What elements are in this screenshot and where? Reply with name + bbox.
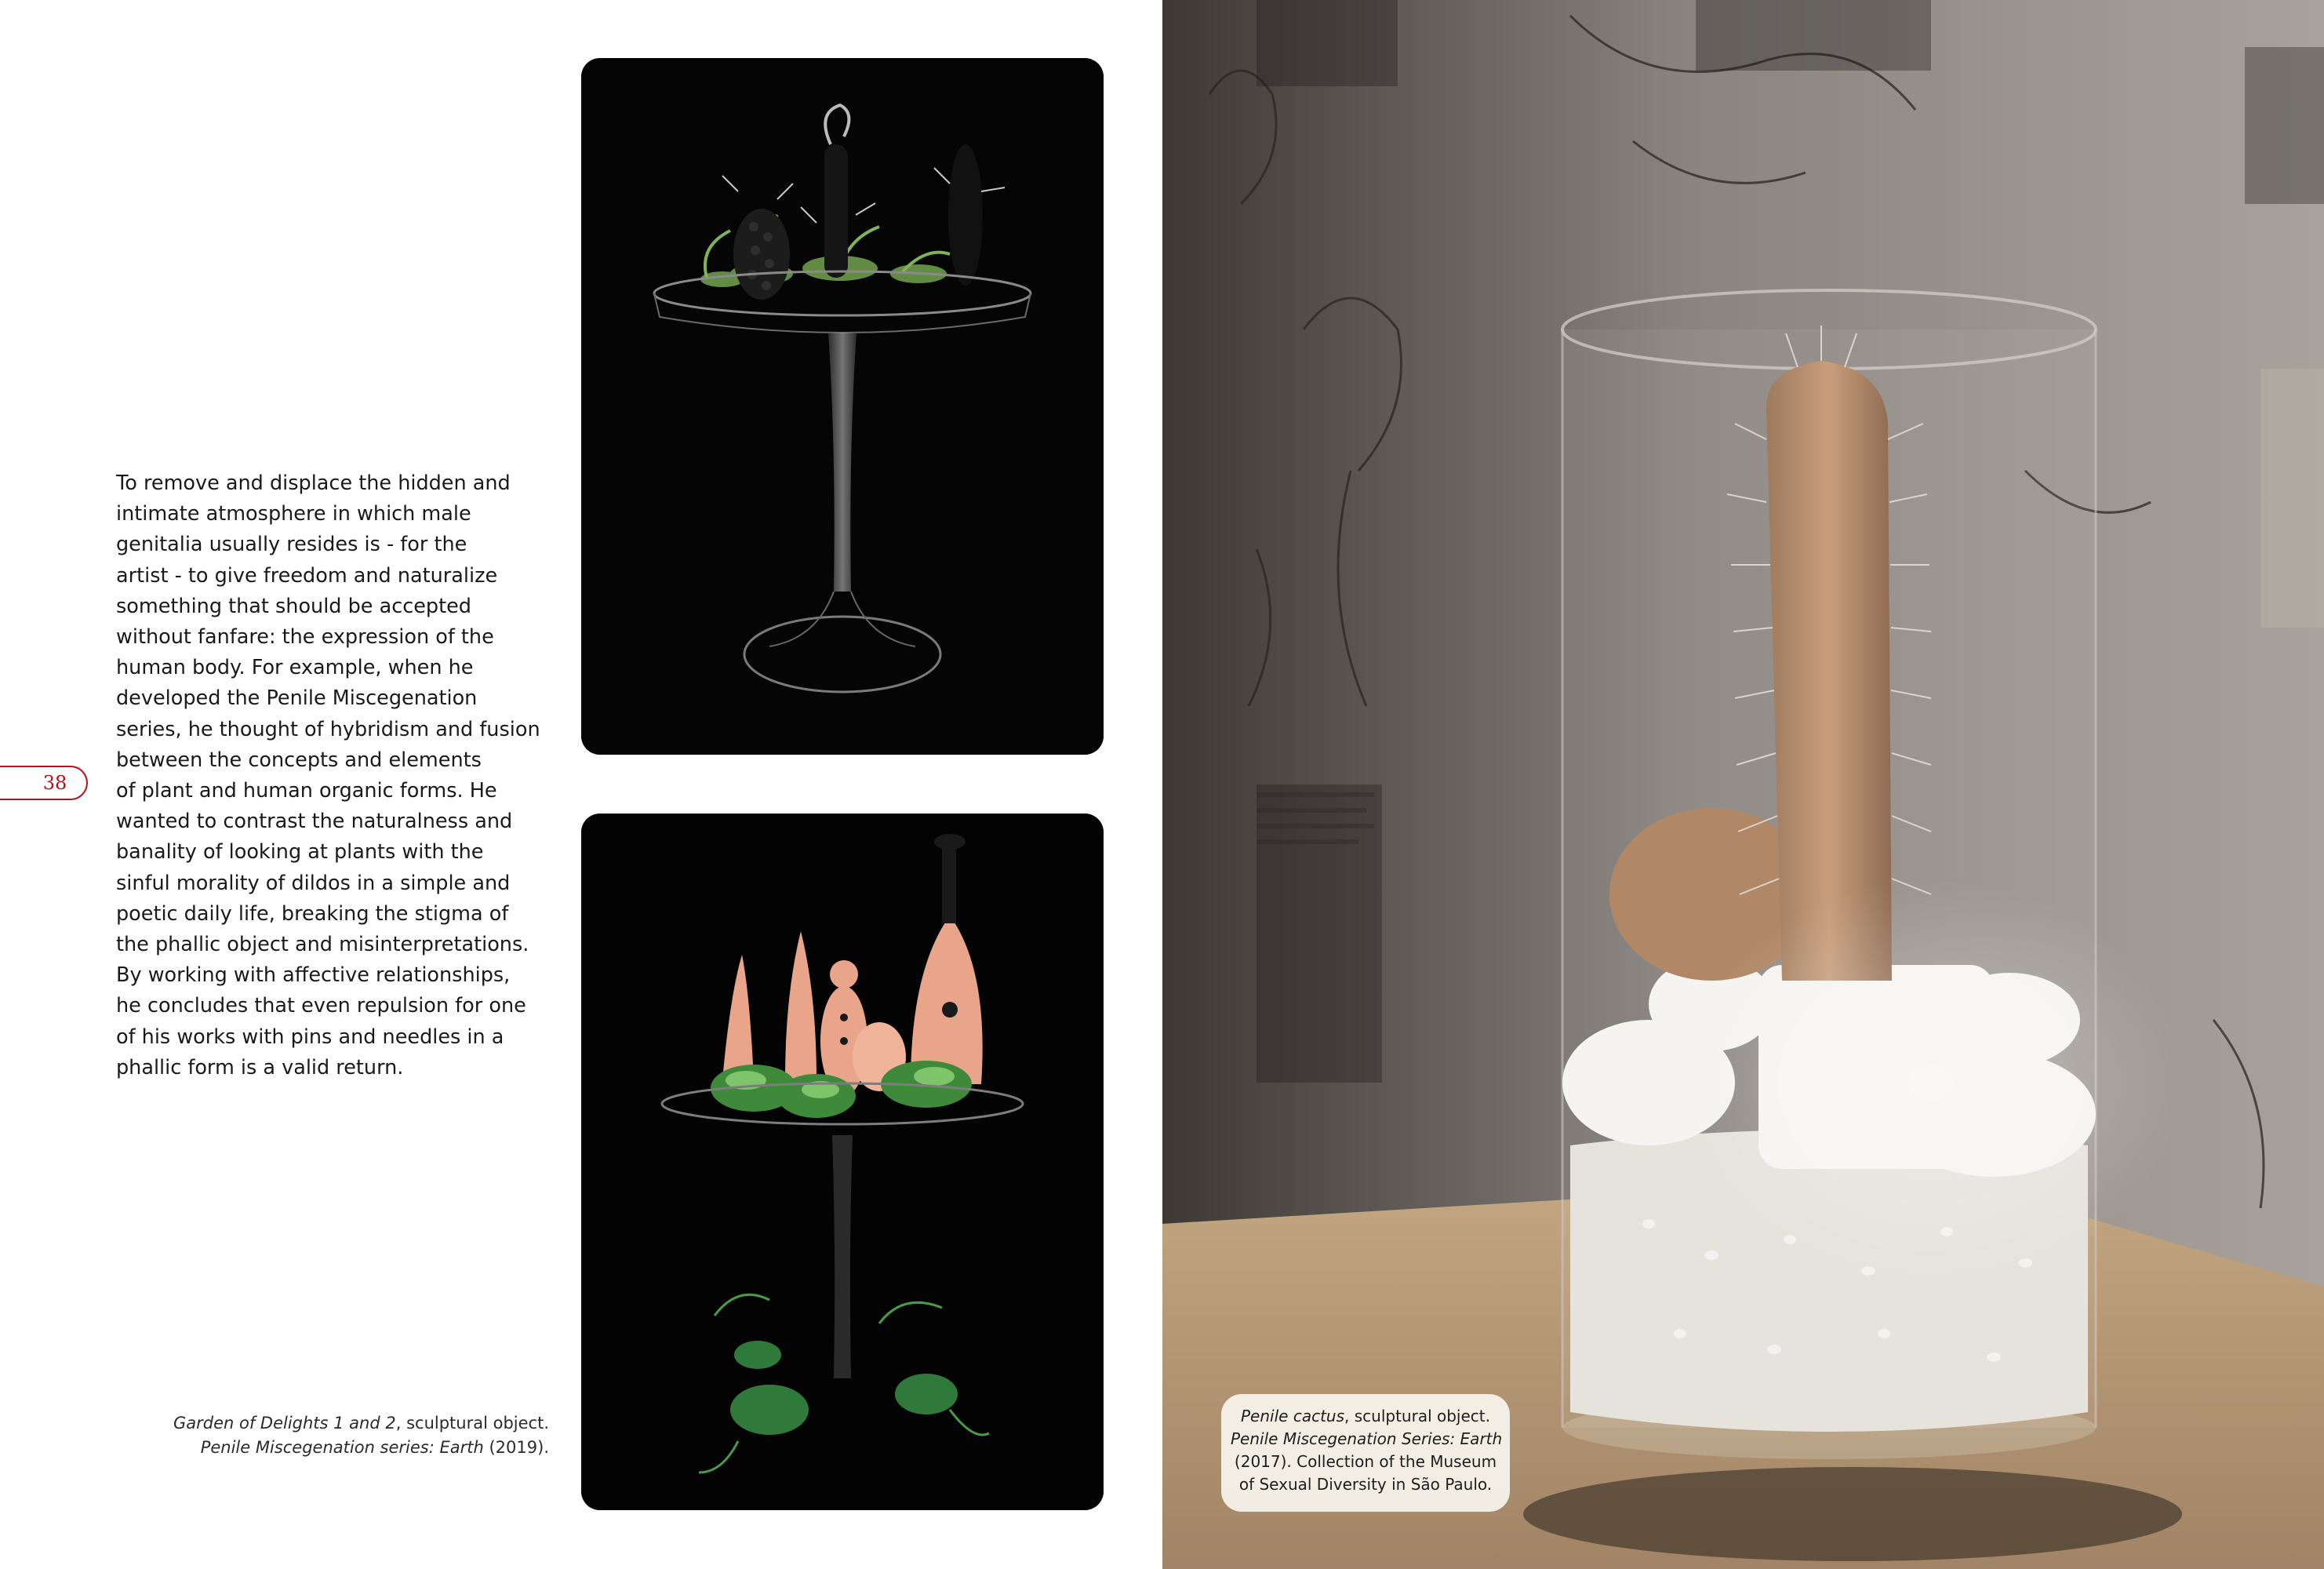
body-line: wanted to contrast the naturalness and: [116, 810, 513, 834]
left-figure-caption: [141, 1411, 549, 1460]
body-line: he concludes that even repulsion for one: [116, 994, 526, 1018]
caption-line-1: [141, 1411, 549, 1436]
body-line: between the concepts and elements: [116, 748, 482, 772]
sculpture-photo-top: [581, 58, 1104, 755]
exhibition-photo: [1162, 0, 2324, 1569]
body-line: By working with affective relationships,: [116, 963, 511, 988]
caption-medium: , sculptural object.: [395, 1414, 549, 1432]
exhibition-illustration: [1162, 0, 2324, 1569]
body-line: developed the Penile Miscegenation: [116, 686, 478, 711]
caption-series: Penile Miscegenation Series: Earth: [1231, 1429, 1503, 1448]
body-line: series, he thought of hybridism and fusion: [116, 717, 540, 741]
body-line: of plant and human organic forms. He: [116, 779, 497, 803]
caption-line-2: [141, 1436, 549, 1460]
body-line: artist - to give freedom and naturalize: [116, 563, 498, 588]
body-line: genitalia usually resides is - for the: [116, 533, 467, 557]
body-paragraph: [116, 468, 540, 1083]
body-line: sinful morality of dildos in a simple and: [116, 871, 511, 895]
body-line: banality of looking at plants with the: [116, 840, 484, 865]
caption-series: Penile Miscegenation series: Earth: [200, 1438, 484, 1457]
right-figure-caption: [1221, 1394, 1510, 1512]
caption-year: (2019).: [483, 1438, 549, 1457]
body-line: poetic daily life, breaking the stigma of: [116, 901, 509, 926]
sculpture-illustration-bottom: [581, 814, 1104, 1510]
caption-title: Garden of Delights 1 and 2: [173, 1414, 396, 1432]
sculpture-illustration-top: [581, 58, 1104, 755]
page-number: 38: [0, 766, 88, 800]
caption-line-4: of Sexual Diversity in São Paulo.: [1238, 1475, 1493, 1494]
body-line: without fanfare: the expression of the: [116, 625, 494, 650]
body-line: human body. For example, when he: [116, 656, 474, 680]
body-line: the phallic object and misinterpretations.: [116, 933, 529, 957]
body-line: something that should be accepted: [116, 594, 471, 618]
body-line: of his works with pins and needles in a: [116, 1025, 504, 1049]
caption-line-1: [1231, 1405, 1500, 1428]
caption-line-3: (2017). Collection of the Museum: [1234, 1452, 1497, 1471]
body-line: intimate atmosphere in which male: [116, 502, 471, 526]
caption-medium: , sculptural object.: [1344, 1407, 1490, 1425]
sculpture-photo-bottom: [581, 814, 1104, 1510]
body-line: To remove and displace the hidden and: [116, 471, 511, 495]
body-line: phallic form is a valid return.: [116, 1055, 404, 1079]
caption-title: Penile cactus: [1241, 1407, 1345, 1425]
